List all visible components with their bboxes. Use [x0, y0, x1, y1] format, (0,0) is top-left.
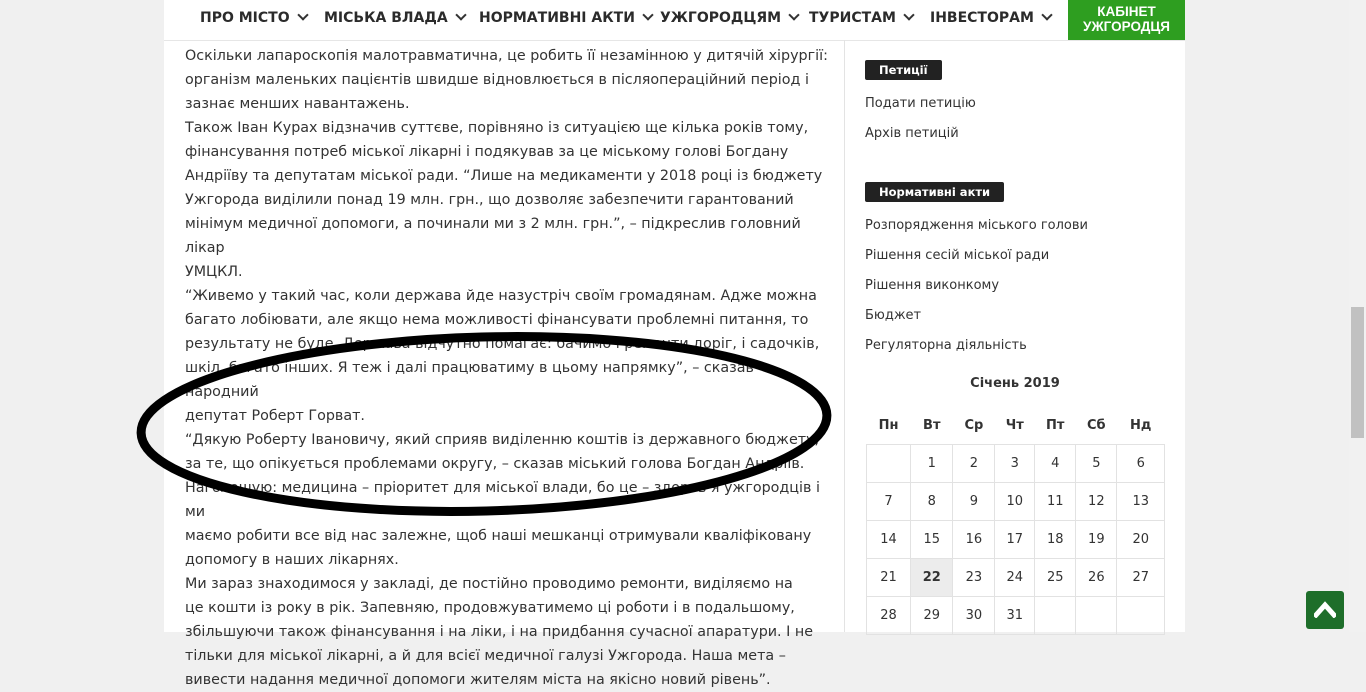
link-regulatory-activity[interactable]: Регуляторна діяльність — [865, 338, 1027, 353]
calendar-day[interactable]: 20 — [1117, 521, 1165, 559]
calendar-day[interactable]: 18 — [1035, 521, 1076, 559]
weekday-label: Сб — [1087, 417, 1106, 433]
link-budget[interactable]: Бюджет — [865, 308, 922, 323]
article-line: тільки для міської лікарні, а й для всієї медичної галузі Ужгорода. Наша мета – — [185, 648, 786, 664]
chevron-down-icon — [642, 9, 653, 20]
calendar-day[interactable]: 21 — [867, 559, 911, 597]
article-body — [185, 44, 830, 692]
petitions-widget-title: Петиції — [865, 60, 942, 80]
article-line: Ужгорода виділили понад 19 млн. грн., що дозволяє забезпечити гарантований — [185, 192, 794, 208]
calendar-day[interactable]: 15 — [911, 521, 953, 559]
cabinet-label-line1: КАБІНЕТ — [1097, 4, 1156, 19]
calendar-day[interactable]: 23 — [953, 559, 995, 597]
weekday-label: Нд — [1130, 417, 1152, 433]
chevron-down-icon — [455, 9, 466, 20]
nav-item-label: ТУРИСТАМ — [809, 10, 896, 26]
calendar-empty-cell — [1076, 597, 1117, 635]
calendar-day[interactable]: 3 — [995, 445, 1035, 483]
calendar-week-row — [867, 483, 1165, 521]
calendar-day[interactable]: 27 — [1117, 559, 1165, 597]
article-line: зазнає менших навантажень. — [185, 96, 410, 112]
article-line: маємо робити все від нас залежне, щоб наші мешканці отримували кваліфіковану — [185, 528, 812, 544]
scrollbar-thumb[interactable] — [1351, 307, 1364, 438]
link-mayor-orders[interactable]: Розпорядження міського голови — [865, 218, 1088, 233]
article-line: Ми зараз знаходимося у закладі, де постійно проводимо ремонти, виділяємо на — [185, 576, 793, 592]
citizen-cabinet-button[interactable] — [1068, 0, 1185, 40]
weekday-label: Вт — [923, 417, 941, 433]
link-executive-committee-decisions[interactable]: Рішення виконкому — [865, 278, 1000, 293]
article-line: організм маленьких пацієнтів швидше відновлюється в післяопераційний період і — [185, 72, 809, 88]
article-line: депутат Роберт Горват. — [185, 408, 365, 424]
chevron-down-icon — [1041, 9, 1052, 20]
nav-item-label: НОРМАТИВНІ АКТИ — [479, 10, 635, 26]
calendar-week-row — [867, 559, 1165, 597]
calendar-week-row — [867, 597, 1165, 635]
column-divider — [844, 40, 845, 632]
article-line: Оскільки лапароскопія малотравматична, це робить її незамінною у дитячій хірургії: — [185, 48, 828, 64]
cabinet-label-line2: УЖГОРОДЦЯ — [1083, 19, 1170, 34]
article-line: вивести надання медичної допомоги жителям міста на якісно новий рівень”. — [185, 672, 771, 688]
nav-item-label: ІНВЕСТОРАМ — [930, 10, 1034, 26]
article-line: це кошти із року в рік. Запевняю, продовжуватимемо ці роботи і в подальшому, — [185, 600, 795, 616]
article-line: “Дякую Роберту Івановичу, який сприяв виділенню коштів із державного бюджету, — [185, 432, 820, 448]
article-line: “Живемо у такий час, коли держава йде назустріч своїм громадянам. Адже можна — [185, 288, 817, 304]
link-petitions-archive[interactable]: Архів петицій — [865, 126, 959, 141]
calendar-empty-cell — [867, 445, 911, 483]
calendar-day[interactable]: 25 — [1035, 559, 1076, 597]
back-to-top-button[interactable] — [1306, 591, 1344, 629]
chevron-up-icon — [1314, 600, 1336, 618]
nav-item-residents[interactable] — [660, 0, 798, 36]
calendar-day[interactable]: 8 — [911, 483, 953, 521]
weekday-label: Ср — [964, 417, 984, 433]
calendar-day[interactable]: 2 — [953, 445, 995, 483]
calendar-day[interactable]: 6 — [1117, 445, 1165, 483]
nav-item-regulatory-acts[interactable] — [479, 0, 652, 36]
calendar-empty-cell — [1117, 597, 1165, 635]
calendar-week-row — [867, 445, 1165, 483]
article-line: УМЦКЛ. — [185, 264, 243, 280]
article-line: шкіл, багато інших. Я теж і далі працюватиму в цьому напрямку”, – сказав народний — [185, 360, 754, 400]
calendar-day[interactable]: 9 — [953, 483, 995, 521]
chevron-down-icon — [903, 9, 914, 20]
nav-item-label: МІСЬКА ВЛАДА — [324, 10, 448, 26]
article-line: Також Іван Курах відзначив суттєве, порівняно із ситуацією ще кілька років тому, — [185, 120, 809, 136]
calendar-day[interactable]: 4 — [1035, 445, 1076, 483]
calendar-days — [867, 445, 1165, 635]
calendar-day[interactable]: 17 — [995, 521, 1035, 559]
calendar-day[interactable]: 22 — [911, 559, 953, 597]
article-line: результату не буде. Держава відчутно помагає: бачимо і ремонти доріг, і садочків, — [185, 336, 820, 352]
calendar-day[interactable]: 16 — [953, 521, 995, 559]
calendar-day[interactable]: 19 — [1076, 521, 1117, 559]
calendar-day[interactable]: 12 — [1076, 483, 1117, 521]
calendar-day[interactable]: 30 — [953, 597, 995, 635]
calendar-day[interactable]: 29 — [911, 597, 953, 635]
article-line: збільшуючи також фінансування і на ліки, і на придбання сучасної апаратури. І не — [185, 624, 814, 640]
weekday-label: Пн — [878, 417, 899, 433]
article-line: мінімум медичної допомоги, а починали ми з 2 млн. грн.”, – підкреслив головний лікар — [185, 216, 801, 256]
chevron-down-icon — [788, 9, 799, 20]
calendar-day[interactable]: 28 — [867, 597, 911, 635]
calendar-day[interactable]: 10 — [995, 483, 1035, 521]
link-submit-petition[interactable]: Подати петицію — [865, 96, 976, 111]
article-line: багато лобіювати, але якщо нема можливості фінансувати проблемні питання, то — [185, 312, 809, 328]
calendar-empty-cell — [1035, 597, 1076, 635]
calendar-day[interactable]: 11 — [1035, 483, 1076, 521]
calendar-caption: Січень 2019 — [970, 376, 1060, 391]
weekday-label: Чт — [1005, 417, 1024, 433]
nav-item-city-government[interactable] — [324, 0, 465, 36]
weekday-label: Пт — [1046, 417, 1065, 433]
calendar-weekday-row — [867, 406, 1165, 445]
nav-item-label: УЖГОРОДЦЯМ — [660, 10, 782, 26]
calendar-day[interactable]: 14 — [867, 521, 911, 559]
acts-widget-title: Нормативні акти — [865, 182, 1004, 202]
nav-item-about-city[interactable] — [200, 0, 307, 36]
article-line: Наголошую: медицина – пріоритет для міської влади, бо це – здоров’я ужгородців і ми — [185, 480, 820, 520]
calendar-day[interactable]: 24 — [995, 559, 1035, 597]
chevron-down-icon — [297, 9, 308, 20]
calendar-week-row — [867, 521, 1165, 559]
article-line: за те, що опікується проблемами округу, – сказав міський голова Богдан Андріїв. — [185, 456, 805, 472]
nav-item-label: ПРО МІСТО — [200, 10, 290, 26]
article-line: фінансування потреб міської лікарні і подякував за це міському голові Богдану — [185, 144, 789, 160]
nav-item-tourists[interactable] — [809, 0, 913, 36]
calendar — [866, 406, 1165, 635]
calendar-day[interactable]: 1 — [911, 445, 953, 483]
article-line: допомогу в наших лікарнях. — [185, 552, 399, 568]
calendar-day[interactable]: 13 — [1117, 483, 1165, 521]
article-line: Андріїву та депутатам міської ради. “Лише на медикаменти у 2018 році із бюджету — [185, 168, 823, 184]
nav-item-investors[interactable] — [930, 0, 1051, 36]
calendar-day[interactable]: 5 — [1076, 445, 1117, 483]
calendar-day[interactable]: 7 — [867, 483, 911, 521]
calendar-day[interactable]: 31 — [995, 597, 1035, 635]
calendar-day[interactable]: 26 — [1076, 559, 1117, 597]
link-council-session-decisions[interactable]: Рішення сесій міської ради — [865, 248, 1050, 263]
